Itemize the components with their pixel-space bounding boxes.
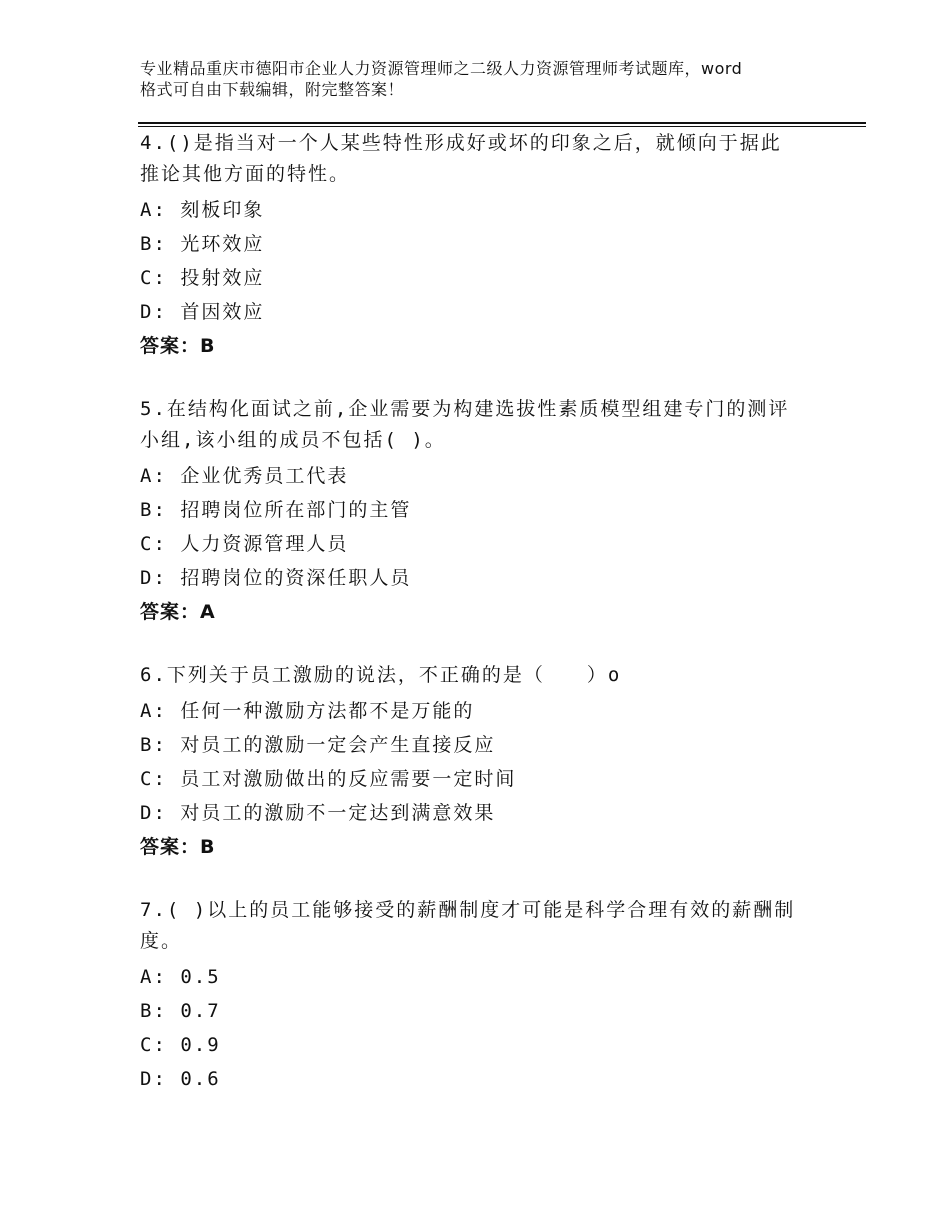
option-d: D: 招聘岗位的资深任职人员 — [140, 567, 412, 589]
option-d: D: 0.6 — [140, 1068, 221, 1090]
answer-label: 答案：B — [140, 335, 216, 357]
header-line-1: 专业精品重庆市德阳市企业人力资源管理师之二级人力资源管理师考试题库，word — [140, 59, 743, 78]
answer-label: 答案：B — [140, 836, 216, 858]
option-b: B: 0.7 — [140, 1000, 221, 1022]
question-6 — [140, 660, 820, 864]
option-c: C: 投射效应 — [140, 267, 265, 289]
header-line-2: 格式可自由下载编辑，附完整答案！ — [140, 80, 405, 99]
question-stem — [140, 895, 820, 957]
question-5 — [140, 394, 820, 629]
option-a: A: 0.5 — [140, 966, 221, 988]
option-d: D: 首因效应 — [140, 301, 265, 323]
question-4 — [140, 128, 820, 363]
header-rule-thin — [138, 126, 866, 127]
question-stem — [140, 394, 820, 456]
stem-line-1: 5.在结构化面试之前,企业需要为构建选拔性素质模型组建专门的测评 — [140, 398, 790, 420]
question-7 — [140, 895, 820, 1096]
option-c: C: 0.9 — [140, 1034, 221, 1056]
option-c: C: 员工对激励做出的反应需要一定时间 — [140, 768, 517, 790]
stem-line-2: 推论其他方面的特性。 — [140, 163, 351, 185]
stem-line-1: 4.()是指当对一个人某些特性形成好或坏的印象之后，就倾向于据此 — [140, 132, 782, 154]
question-stem — [140, 128, 820, 190]
stem-line-1: 7.( )以上的员工能够接受的薪酬制度才可能是科学合理有效的薪酬制 — [140, 899, 796, 921]
stem-line-2: 小组,该小组的成员不包括( )。 — [140, 429, 446, 451]
stem-line-2: 度。 — [140, 930, 183, 952]
option-c: C: 人力资源管理人员 — [140, 533, 349, 555]
option-d: D: 对员工的激励不一定达到满意效果 — [140, 802, 496, 824]
answer-label: 答案：A — [140, 601, 216, 623]
option-a: A: 任何一种激励方法都不是万能的 — [140, 700, 475, 722]
document-header — [140, 58, 840, 100]
header-rule-thick — [138, 122, 866, 124]
option-a: A: 企业优秀员工代表 — [140, 465, 349, 487]
option-b: B: 对员工的激励一定会产生直接反应 — [140, 734, 496, 756]
question-list — [140, 128, 820, 1127]
stem-line-1: 6.下列关于员工激励的说法，不正确的是（ ）o — [140, 664, 622, 686]
option-b: B: 光环效应 — [140, 233, 265, 255]
question-stem — [140, 660, 820, 691]
option-a: A: 刻板印象 — [140, 199, 265, 221]
option-b: B: 招聘岗位所在部门的主管 — [140, 499, 412, 521]
